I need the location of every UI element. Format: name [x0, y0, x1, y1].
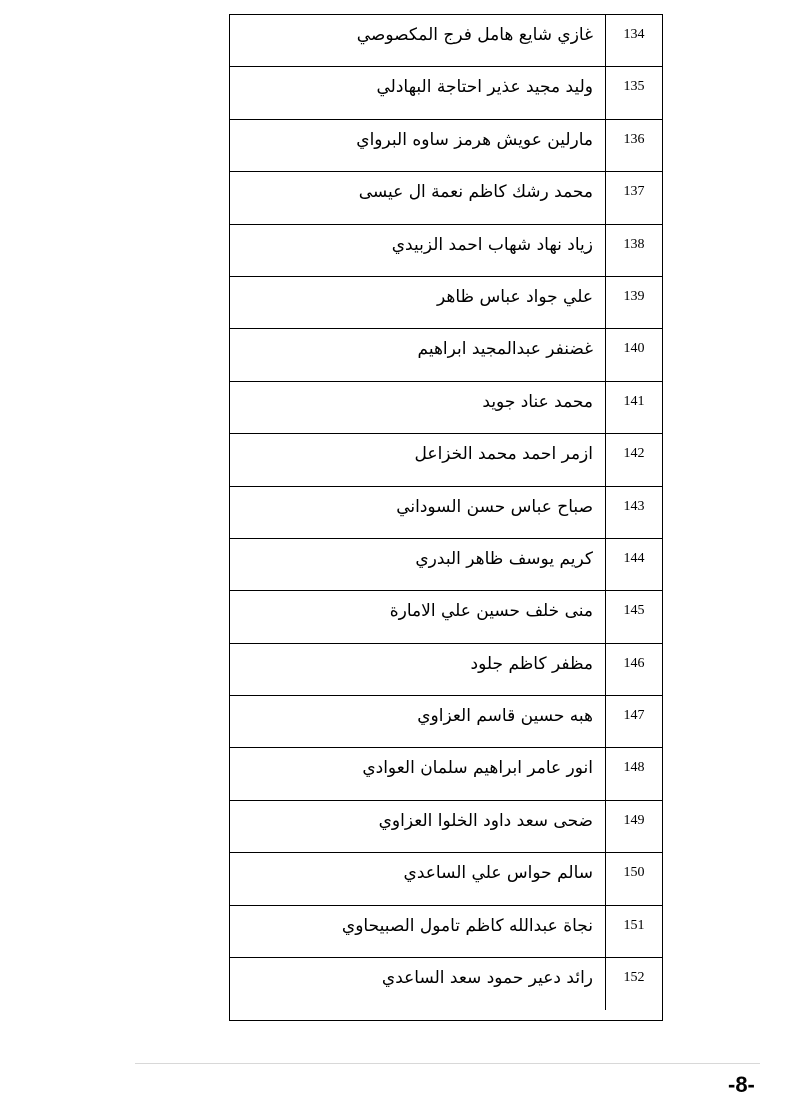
- table-row: [230, 487, 662, 539]
- footer-divider: [135, 1063, 760, 1064]
- name-cell: محمد رشك كاظم نعمة ال عيسى: [230, 172, 606, 223]
- number-cell: 138: [623, 236, 645, 252]
- number-cell: 137: [623, 184, 645, 200]
- number-cell: 152: [623, 970, 645, 986]
- name-cell: علي جواد عباس ظاهر: [230, 277, 606, 328]
- name-cell: وليد مجيد عذير احتاجة البهادلي: [230, 67, 606, 118]
- table-row: [230, 277, 662, 329]
- name-cell: زياد نهاد شهاب احمد الزبيدي: [230, 225, 606, 276]
- number-cell: 142: [623, 446, 645, 462]
- name-cell: ضحى سعد داود الخلوا العزاوي: [230, 801, 606, 852]
- number-cell: 140: [623, 341, 645, 357]
- number-cell: 136: [623, 131, 645, 147]
- name-cell: هبه حسين قاسم العزاوي: [230, 696, 606, 747]
- table-row: [230, 906, 662, 958]
- table-row: [230, 958, 662, 1010]
- number-cell: 148: [623, 760, 645, 776]
- table-row: [230, 801, 662, 853]
- table-row: [230, 434, 662, 486]
- number-cell: 143: [623, 498, 645, 514]
- number-cell: 135: [623, 79, 645, 95]
- number-cell: 150: [623, 865, 645, 881]
- table-row: [230, 696, 662, 748]
- table-row: [230, 853, 662, 905]
- name-cell: رائد دعير حمود سعد الساعدي: [230, 958, 606, 1010]
- name-cell: منى خلف حسين علي الامارة: [230, 591, 606, 642]
- name-cell: ازمر احمد محمد الخزاعل: [230, 434, 606, 485]
- number-cell: 144: [623, 550, 645, 566]
- number-cell: 146: [623, 655, 645, 671]
- number-cell: 149: [623, 812, 645, 828]
- name-cell: غضنفر عبدالمجيد ابراهيم: [230, 329, 606, 380]
- table-row: [230, 382, 662, 434]
- number-cell: 139: [623, 288, 645, 304]
- name-cell: غازي شايع هامل فرج المكصوصي: [230, 15, 606, 66]
- table-row: [230, 172, 662, 224]
- table-row: [230, 67, 662, 119]
- number-cell: 141: [623, 393, 645, 409]
- name-cell: صباح عباس حسن السوداني: [230, 487, 606, 538]
- table-row: [230, 15, 662, 67]
- page-number: -8-: [728, 1072, 755, 1097]
- table-row: [230, 329, 662, 381]
- table-row: [230, 120, 662, 172]
- name-cell: مظفر كاظم جلود: [230, 644, 606, 695]
- number-cell: 151: [623, 917, 645, 933]
- table-row: [230, 539, 662, 591]
- name-cell: انور عامر ابراهيم سلمان العوادي: [230, 748, 606, 799]
- number-cell: 147: [623, 708, 645, 724]
- table-row: [230, 644, 662, 696]
- name-cell: محمد عناد جويد: [230, 382, 606, 433]
- table-row: [230, 591, 662, 643]
- table-row: [230, 748, 662, 800]
- names-table: [229, 14, 663, 1021]
- name-cell: كريم يوسف ظاهر البدري: [230, 539, 606, 590]
- name-cell: سالم حواس علي الساعدي: [230, 853, 606, 904]
- table-row: [230, 225, 662, 277]
- name-cell: نجاة عبدالله كاظم تامول الصبيحاوي: [230, 906, 606, 957]
- number-cell: 134: [623, 27, 645, 42]
- name-cell: مارلين عويش هرمز ساوه البرواي: [230, 120, 606, 171]
- number-cell: 145: [623, 603, 645, 619]
